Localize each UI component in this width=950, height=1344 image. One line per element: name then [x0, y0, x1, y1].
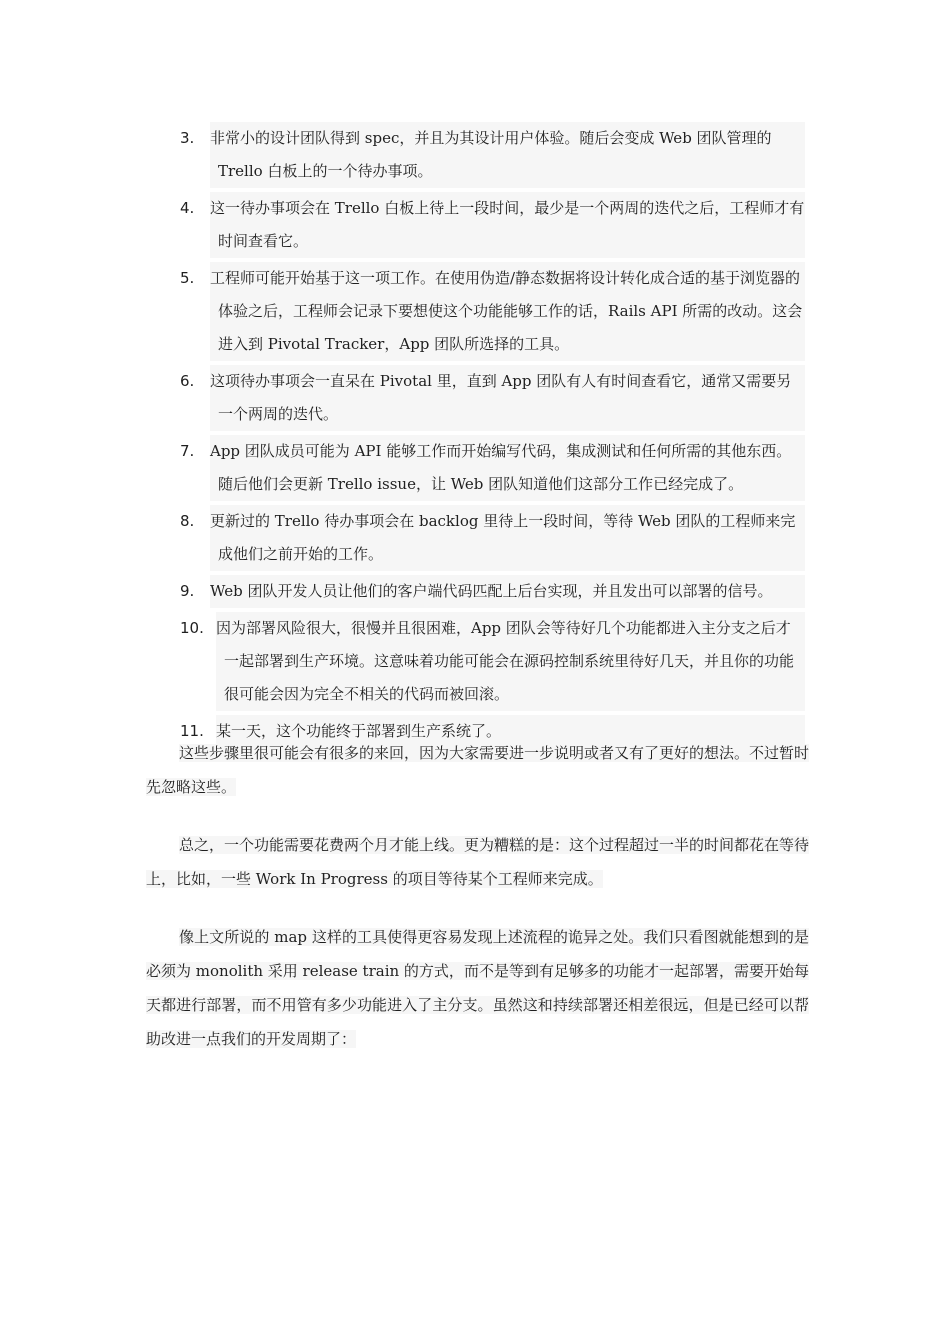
- list-item: [146, 505, 811, 571]
- step-number: 7.: [180, 442, 195, 460]
- paragraph: [146, 736, 809, 804]
- paragraph-text: 像上文所说的 map 这样的工具使得更容易发现上述流程的诡异之处。我们只看图就能想到的是必须为 monolith 采用 release train 的方式，而不是等到有足够多的功能才一起部署，需要开始每天都进行部署，而不用管有多少功能进入了主分支。虽然这和持续部署还相差很远，但是已经可以帮助改进一点我们的开发周期了：: [146, 928, 809, 1048]
- paragraph-text: 这些步骤里很可能会有很多的来回，因为大家需要进一步说明或者又有了更好的想法。不过暂时先忽略这些。: [146, 744, 810, 796]
- paragraph-text: 总之，一个功能需要花费两个月才能上线。更为糟糕的是：这个过程超过一半的时间都花在等待上，比如，一些 Work In Progress 的项目等待某个工程师来完成。: [146, 836, 810, 888]
- paragraph: [146, 920, 809, 1056]
- step-text: 因为部署风险很大，很慢并且很困难，App 团队会等待好几个功能都进入主分支之后才一起部署到生产环境。这意味着功能可能会在源码控制系统里待好几天，并且你的功能很可能会因为完全不相关的代码而被回滚。: [216, 612, 805, 711]
- step-text: 非常小的设计团队得到 spec，并且为其设计用户体验。随后会变成 Web 团队管理的 Trello 白板上的一个待办事项。: [210, 122, 805, 188]
- step-text: 工程师可能开始基于这一项工作。在使用伪造/静态数据将设计转化成合适的基于浏览器的体验之后，工程师会记录下要想使这个功能能够工作的话，Rails API 所需的改动。这会进入到 Pivotal Tracker，App 团队所选择的工具。: [210, 262, 805, 361]
- step-number: 11.: [180, 722, 204, 740]
- body-paragraphs: [146, 736, 809, 1080]
- list-item: [146, 192, 811, 258]
- step-number: 5.: [180, 269, 195, 287]
- list-item: [146, 262, 811, 361]
- list-item: [146, 122, 811, 188]
- list-item: [146, 575, 811, 608]
- step-text: App 团队成员可能为 API 能够工作而开始编写代码，集成测试和任何所需的其他东西。随后他们会更新 Trello issue，让 Web 团队知道他们这部分工作已经完成了。: [210, 435, 805, 501]
- step-number: 9.: [180, 582, 195, 600]
- paragraph: [146, 828, 809, 896]
- step-number: 10.: [180, 619, 204, 637]
- numbered-step-list: [146, 122, 811, 752]
- list-item: [146, 612, 811, 711]
- step-text: 这项待办事项会一直呆在 Pivotal 里，直到 App 团队有人有时间查看它，通常又需要另一个两周的迭代。: [210, 365, 805, 431]
- step-number: 4.: [180, 199, 195, 217]
- step-text: 这一待办事项会在 Trello 白板上待上一段时间，最少是一个两周的迭代之后，工程师才有时间查看它。: [210, 192, 805, 258]
- step-text: 更新过的 Trello 待办事项会在 backlog 里待上一段时间，等待 Web 团队的工程师来完成他们之前开始的工作。: [210, 505, 805, 571]
- step-text: 某一天，这个功能终于部署到生产系统了。: [216, 715, 805, 748]
- step-number: 8.: [180, 512, 195, 530]
- step-number: 3.: [180, 129, 195, 147]
- list-item: [146, 435, 811, 501]
- step-number: 6.: [180, 372, 195, 390]
- list-item: [146, 365, 811, 431]
- step-text: Web 团队开发人员让他们的客户端代码匹配上后台实现，并且发出可以部署的信号。: [210, 575, 805, 608]
